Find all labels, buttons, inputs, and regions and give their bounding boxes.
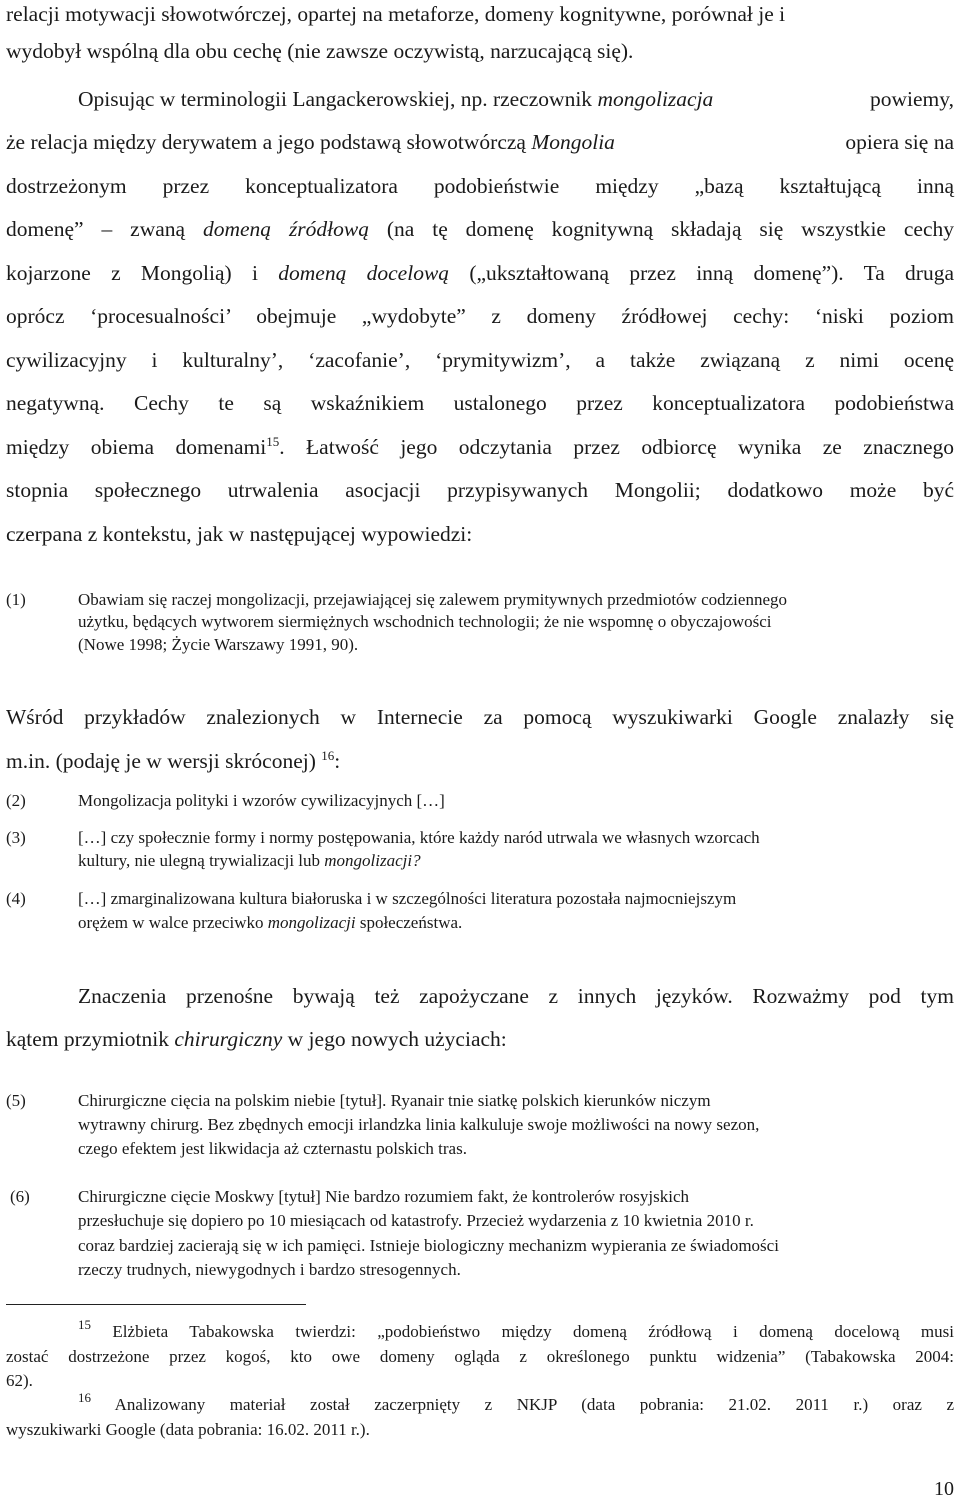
footnote-line: zostać dostrzeżone przez kogoś, kto owe domeny ogląda z określonego punktu widzenia” (Tabakowska 2004: bbox=[6, 1347, 954, 1366]
example-number: (5) bbox=[6, 1091, 26, 1110]
body-line: kątem przymiotnik chirurgiczny w jego nowych użyciach: bbox=[6, 1027, 507, 1051]
footnote-line: wyszukiwarki Google (data pobrania: 16.02. 2011 r.). bbox=[6, 1420, 370, 1439]
footnote-separator bbox=[6, 1304, 306, 1305]
footnote-ref[interactable]: 16 bbox=[321, 748, 335, 763]
example-line: […] zmarginalizowana kultura białoruska i w szczególności literatura pozostała najmocniejszym bbox=[78, 889, 737, 908]
footnote-ref[interactable]: 15 bbox=[266, 434, 280, 449]
body-line: Opisując w terminologii Langackerowskiej, np. rzeczownik mongolizacja powiemy, bbox=[78, 87, 954, 111]
footnote-line: $^{16}$ Analizowany materiał został zaczerpnięty z NKJP (data pobrania: 21.02. 2011 r.) oraz z bbox=[78, 1390, 954, 1414]
example-line: orężem w walce przeciwko mongolizacji społeczeństwa. bbox=[78, 913, 463, 932]
footnote-number: 15 bbox=[78, 1317, 91, 1332]
example-number: (3) bbox=[6, 828, 26, 847]
page-number: 10 bbox=[934, 1478, 954, 1500]
footnote-line: 62). bbox=[6, 1371, 33, 1390]
example-line: Chirurgiczne cięcia na polskim niebie [tytuł]. Ryanair tnie siatkę polskich kierunków niczym bbox=[78, 1091, 711, 1110]
body-line: m.in. (podaję je w wersji skróconej) $^{16}$: bbox=[6, 748, 341, 773]
body-line: relacji motywacji słowotwórczej, opartej na metaforze, domeny kognitywne, porównał je i bbox=[6, 2, 786, 26]
footnote-number: 16 bbox=[78, 1390, 91, 1405]
example-line: użytku, będących wytworem siermiężnych wschodnich technologii; że nie wspomnę o obyczajowości bbox=[78, 612, 772, 631]
body-line: że relacja między derywatem a jego podstawą słowotwórczą Mongolia opiera się na bbox=[6, 130, 954, 154]
body-line: oprócz ‘procesualności’ obejmuje „wydobyte” z domeny źródłowej cechy: ‘niski poziom bbox=[6, 304, 954, 328]
example-number: (4) bbox=[6, 889, 26, 908]
body-line: Wśród przykładów znalezionych w Internecie za pomocą wyszukiwarki Google znalazły się bbox=[6, 705, 954, 729]
body-line: czerpana z kontekstu, jak w następującej wypowiedzi: bbox=[6, 522, 473, 546]
example-line: Mongolizacja polityki i wzorów cywilizacyjnych […] bbox=[78, 791, 445, 810]
example-number: (6) bbox=[10, 1187, 30, 1206]
example-line: czego efektem jest likwidacja aż czternastu polskich tras. bbox=[78, 1139, 467, 1158]
body-line: wydobył wspólną dla obu cechę (nie zawsze oczywistą, narzucającą się). bbox=[6, 39, 634, 63]
example-line: wytrawny chirurg. Bez zbędnych emocji irlandzka linia kalkuluje swoje możliwości na nowy sezon, bbox=[78, 1115, 760, 1134]
example-line: rzeczy trudnych, niewygodnych i bardzo stresogennych. bbox=[78, 1260, 461, 1279]
example-line: Obawiam się raczej mongolizacji, przejawiającej się zalewem prymitywnych przedmiotów codziennego bbox=[78, 590, 787, 609]
body-line: Znaczenia przenośne bywają też zapożyczane z innych języków. Rozważmy pod tym bbox=[78, 984, 954, 1008]
example-line: Chirurgiczne cięcie Moskwy [tytuł] Nie bardzo rozumiem fakt, że kontrolerów rosyjskich bbox=[78, 1187, 690, 1206]
body-line: kojarzone z Mongolią) i domeną docelową („ukształtowaną przez inną domenę”). Ta druga bbox=[6, 261, 954, 285]
footnote-line: $^{15}$ Elżbieta Tabakowska twierdzi: „podobieństwo między domeną źródłową i domeną docelową musi bbox=[78, 1317, 954, 1341]
example-line: coraz bardziej zacierają się w ich pamięci. Istnieje biologiczny mechanizm wypierania ze świadomości bbox=[78, 1236, 779, 1255]
example-line: przesłuchuje się dopiero po 10 miesiącach od katastrofy. Przecież wydarzenia z 10 kwietnia 2010 r. bbox=[78, 1211, 754, 1230]
example-line: kultury, nie ulegną trywializacji lub mongolizacji? bbox=[78, 851, 421, 870]
body-line: stopnia społecznego utrwalenia asocjacji przypisywanych Mongolii; dodatkowo może być bbox=[6, 478, 954, 502]
body-line: dostrzeżonym przez konceptualizatora podobieństwie między „bazą kształtującą inną bbox=[6, 174, 954, 198]
example-number: (2) bbox=[6, 791, 26, 810]
body-line: negatywną. Cechy te są wskaźnikiem ustalonego przez konceptualizatora podobieństwa bbox=[6, 391, 954, 415]
body-line: domenę” – zwaną domeną źródłową (na tę domenę kognitywną składają się wszystkie cechy bbox=[6, 217, 954, 241]
example-line: […] czy społecznie formy i normy postępowania, które każdy naród utrwala we własnych wzorcach bbox=[78, 828, 760, 847]
body-line: między obiema domenami$^{15}$. Łatwość jego odczytania przez odbiorcę wynika ze znacznego bbox=[6, 434, 954, 459]
example-number: (1) bbox=[6, 590, 26, 609]
body-line: cywilizacyjny i kulturalny’, ‘zacofanie’, ‘prymitywizm’, a także związaną z nimi ocenę bbox=[6, 348, 954, 372]
example-line: (Nowe 1998; Życie Warszawy 1991, 90). bbox=[78, 635, 359, 654]
